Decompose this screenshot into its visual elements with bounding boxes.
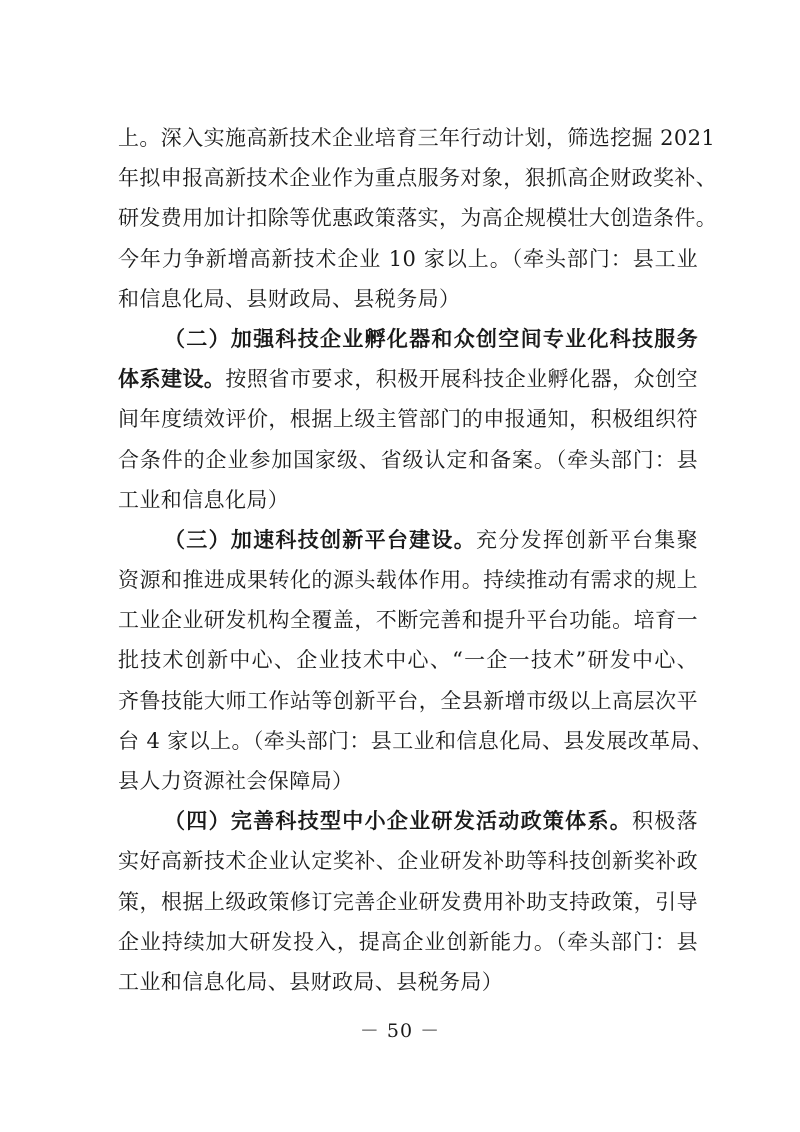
section-heading: （三）加速科技创新平台建设。 [164,526,477,552]
section-heading-cont: 体系建设。 [118,366,226,392]
text-line [118,359,698,399]
text-line: 工业和信息化局） [118,487,290,512]
text-line: 和信息化局、县财政局、县税务局） [118,286,461,311]
section-three [118,520,714,801]
text-line: 企业持续加大研发投入，提高企业创新能力。（牵头部门：县 [118,929,698,954]
text-line: 县人力资源社会保障局） [118,769,354,793]
text-line: 工业企业研发机构全覆盖，不断完善和提升平台功能。培育一 [118,608,698,633]
text-line: 研发费用加计扣除等优惠政策落实，为高企规模壮大创造条件。 [118,206,718,231]
text-line: 实好高新技术企业认定奖补、企业研发补助等科技创新奖补政 [118,849,698,874]
text-line: 上。深入实施高新技术企业培育三年行动计划，筛选挖掘 2021 [118,126,716,150]
body-text [118,118,718,1002]
text-line: 间年度绩效评价，根据上级主管部门的申报通知，积极组织符 [118,407,698,432]
text-line: 今年力争新增高新技术企业 10 家以上。（牵头部门：县工业 [118,246,698,271]
section-heading: （四）完善科技型中小企业研发活动政策体系。 [164,808,633,834]
section-two [118,319,698,520]
text-segment: 充分发挥创新平台集聚 [476,527,698,552]
text-line: 资源和推进成果转化的源头载体作用。持续推动有需求的规上 [118,568,698,593]
text-line: 策，根据上级政策修订完善企业研发费用补助支持政策，引导 [118,889,698,914]
text-line: 工业和信息化局、县财政局、县税务局） [118,969,504,994]
text-line: 合条件的企业参加国家级、省级认定和备案。（牵头部门：县 [118,447,698,472]
section-four [118,801,698,1002]
text-line [118,520,698,560]
text-line: 台 4 家以上。（牵头部门：县工业和信息化局、县发展改革局、 [118,728,714,753]
text-line: 年拟申报高新技术企业作为重点服务对象，狠抓高企财政奖补、 [118,166,718,191]
text-segment: 按照省市要求，积极开展科技企业孵化器，众创空 [225,367,698,392]
text-line [118,801,698,841]
text-segment: 积极落 [632,809,698,834]
section-heading: （二）加强科技企业孵化器和众创空间专业化科技服务 [164,325,698,351]
page-number: － 50 － [359,1020,441,1042]
paragraph-continuation [118,118,718,319]
text-line: 齐鲁技能大师工作站等创新平台，全县新增市级以上高层次平 [118,688,698,713]
text-line: 批技术创新中心、企业技术中心、“一企一技术”研发中心、 [118,648,698,673]
